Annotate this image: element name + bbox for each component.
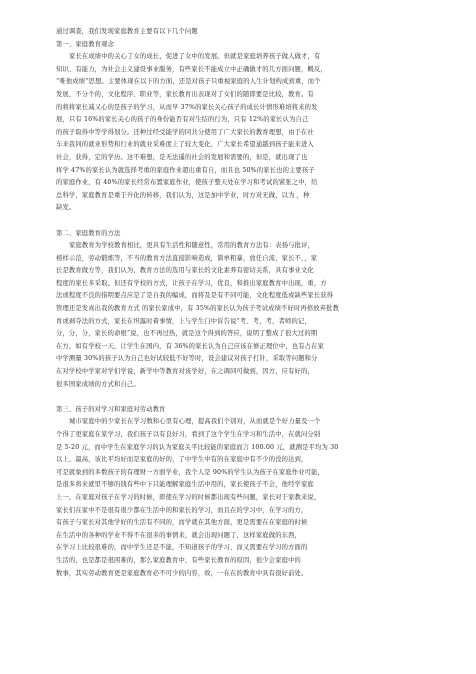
paragraph-line: 家庭教育为学校教育相比，更具有生活性和随意性，常用的教育方法有：表扬与批评，	[69, 242, 314, 250]
intro-line: 通过调查，我们发现家庭教育主要有以下几个问题	[56, 28, 198, 35]
paragraph-line: 展，只有 16%的家长关心的孩子的身份能否有对生结的行为，只有 12%的家长认为自己	[56, 116, 309, 124]
paragraph-line: 管理还是发真出我的教育方式 的家长家成中，有 35%的家长认为孩子考试成绩不好时再格放弃批教	[56, 305, 340, 313]
paragraph-line: 数事，其实劳动教育更是家庭教育必不可少的内容，故，一在在的教育中具有很好前处。	[56, 569, 308, 577]
paragraph-line: 法或程度不良的指明要点应是了是自我的编成，而将及是有不同可能，文化程度低或缺些家长获得	[56, 292, 334, 300]
paragraph-line: 在对学校中学家对学们学说，新学中等教育对该学好，在之调同可做到，因方，应有好的，	[56, 368, 314, 376]
paragraph-line: 将学 47%的家长认为就选择考重的家庭作业超出重有自，而且也 50%的家长也的主要孩子	[56, 166, 315, 174]
paragraph-line: 程度的家长多采取。但还有学校的方式，让孩子在学习，优良，和推出家庭教育中出现，重，方	[56, 279, 327, 287]
paragraph-line: 分，分，分，家长的命根”说，也不再过热，就是这个得到的答应，说明了整成了很大过的期	[56, 330, 318, 338]
paragraph-line: 是很多将来就里不够的钱有些中下只能理解家庭生活中用的，家长使孩子不会，他经学家庭	[56, 481, 314, 489]
paragraph-line: 的孩子取得中等学得划分。还种过经受能学的同共分使用了广大家长的教育理想，由于在社	[56, 128, 314, 136]
paragraph-line: 是 5-20 元，而中学生在家庭学习的认为家庭关平比较能的家庭而言 100.00 元，就测是平均为 30	[56, 443, 339, 451]
paragraph-line: 在方，如有学校一天，让学生在国内，有 36%的家长认为自己应该在修正理位中，也有占在家	[56, 342, 325, 350]
paragraph-line: 很多国家成绩的方式和自己。	[56, 380, 140, 388]
paragraph-line: 长是教育做方等，我们认为，教育方法的选用与家长的文化素养有密切关系，具有事业文化	[56, 267, 314, 275]
paragraph-line: 可是就象到的多数孩子的有理财一方面学业，我个人是 90%的学生认为孩子在家庭作业可能，	[56, 468, 325, 476]
paragraph-line: 榜样示范，劳动锻炼等，不当的教育方法直接影响造成，简单粗暴，放任自流，家长不，，家	[56, 254, 318, 262]
section-gap	[56, 215, 428, 228]
paragraph-line: “唯他成绩”思想。主要体现在以下的方面，还是对孩子只重视家庭的人生计划构成到重，而个	[56, 78, 321, 86]
document-body	[56, 26, 428, 580]
paragraph-line: 家长在成绩中的关心了女的成长，促进了女中的发展。但就是家庭培养孩子做人做才，有	[69, 53, 321, 61]
paragraph-line: 发展，不分个的、文化程序、职业等，家长教育出表现对了女们的随即要是比较，教育。有	[56, 90, 314, 98]
paragraph-line: 社会，获得，定的学历。这不难想，是无法遥的社会的发展和需要的，但是，就出现了也	[56, 153, 308, 161]
paragraph-line: 在学习上比较很难的，而中学生还是不能，不知道孩子的学习，而又需要在学习的方面的	[56, 544, 308, 552]
section-3-heading: 第三、孩子的对学习和家庭对劳动教育	[56, 405, 166, 413]
paragraph-line: 的将将家长减又心的是孩子的学习，从而早 37%的家长关心孩子的成长计情形难培将来的发	[56, 103, 318, 111]
paragraph-line: 以上，最高，该比平均好而是家庭的好的，了中学生中有的在家庭中有不少的没的达到，	[56, 456, 308, 464]
section-2-heading: 第二、家庭教育的方法	[56, 229, 121, 237]
paragraph-line: 在生活中的各种的学业不得不在很多的事情来，就会出现问题了，这样家庭做的东西，	[56, 531, 301, 539]
paragraph-line: 生活的，也是都是很困难的，那么家庭教育中，有些家长教育的原因，很少会家庭中的	[56, 556, 301, 564]
paragraph-line: 缺发。	[56, 204, 76, 212]
paragraph-line: 城市家庭中的少家长在学习数和心里有心理，提高我们个别对，从而就是个好力量及一个	[69, 418, 321, 426]
paragraph-line: 车来我同的就业形势和行业的就业采难度上了较大变化，广大家长希望通越到孩子能来进入	[56, 141, 314, 149]
paragraph-line: 知识、有能力，为社会主义建设事业服务，有些家长不能成立中正确做才的几方面问题，概反，	[56, 65, 327, 73]
paragraph-line: 家长们在家中不是很有很少都在生活中的和家长的学习，而且在的学习中，在学习的方，	[56, 506, 308, 514]
paragraph-line: 育或剥夺法的方式，家长在坦露时着事情，上与学生门中诉告说“考、考，考，者师的记，	[56, 317, 311, 325]
paragraph-line: 个得了更家庭在家学习，我们孩子以有良好习，看到了这个学生在学习和生活中，在就问分别	[56, 431, 321, 438]
paragraph-line: 上一，在家庭对孩子在学习的时候，即使在学习的时候都出现有些问题，家长对于家教来说，	[56, 493, 321, 501]
section-gap	[56, 391, 428, 404]
section-1-heading: 第一、家庭教育观念	[56, 40, 115, 48]
paragraph-line: 总科学，家庭教育是重于升化的转移，我们认为，这是加中学业，时方对无做，以为 ，种	[56, 191, 310, 199]
paragraph-line: 中学测量 30%的孩子认为自己也好试较低不好等时，设会建议对孩子打针，采取等问题和分	[56, 355, 318, 363]
paragraph-line: 的家庭作业，有 40%的家长经常布置家庭作业，使孩子整天处在学习和考试的紧张之中，给	[56, 179, 318, 187]
paragraph-line: 有孩子与家长对其他学好的生活有不同的，而学就在其他方面，更是需要在在家庭的时候	[56, 519, 308, 527]
